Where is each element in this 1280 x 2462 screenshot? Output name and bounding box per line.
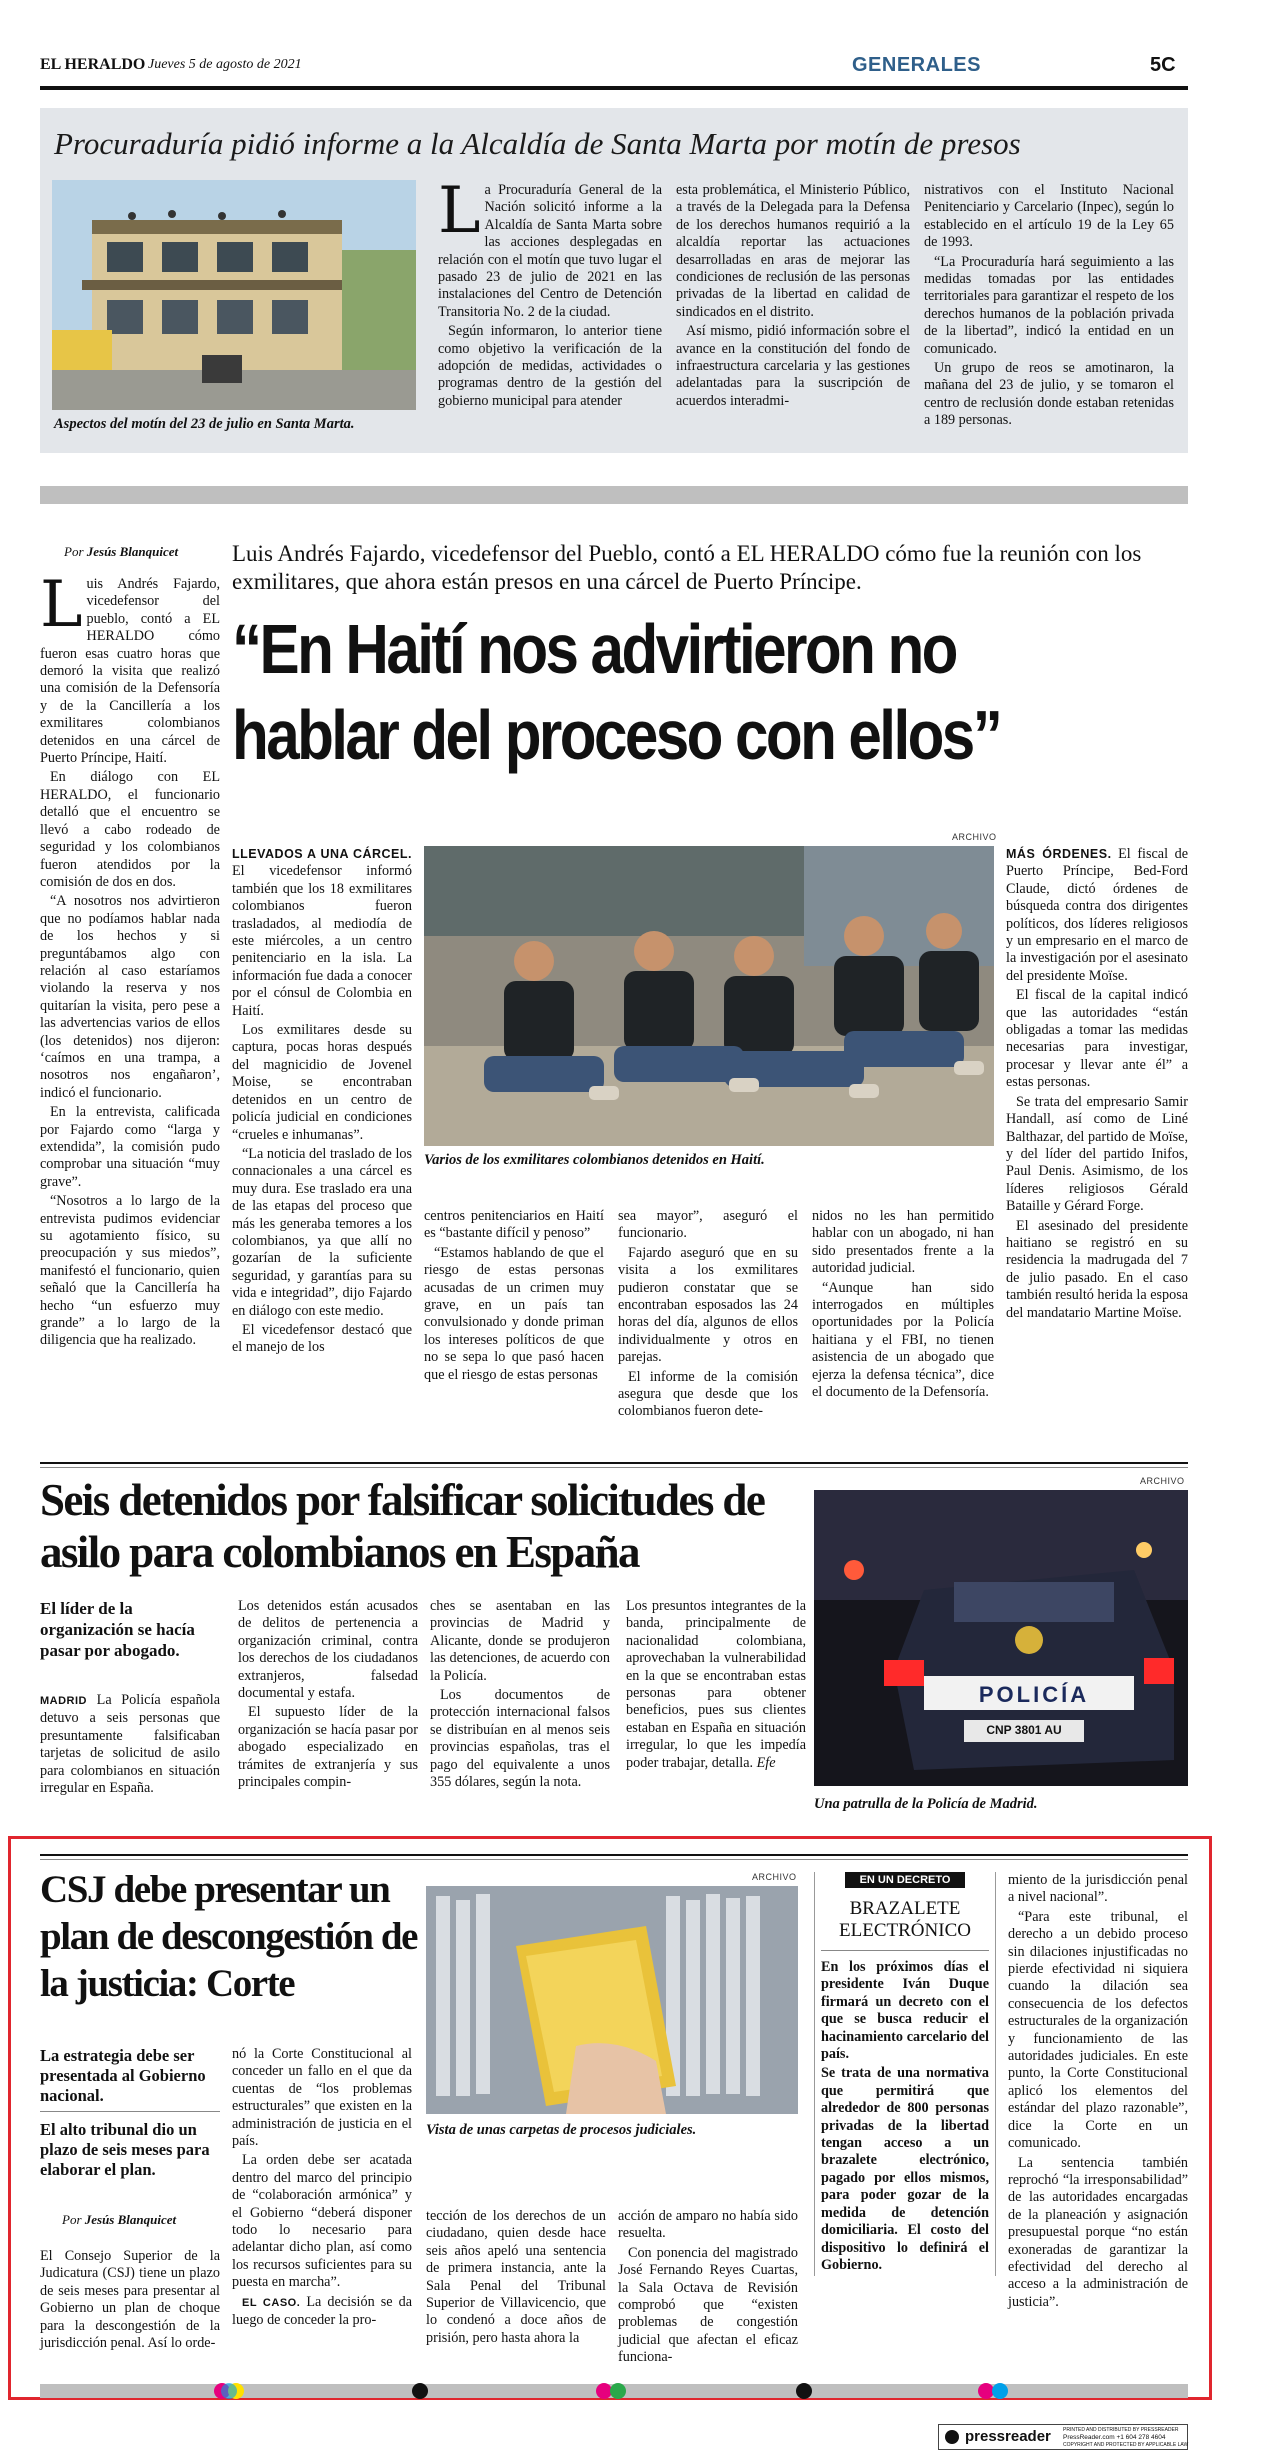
photo-caption: Vista de unas carpetas de procesos judiciales. [426,2122,697,2138]
page-number: 5C [1150,54,1176,76]
text: La Policía española detuvo a seis personas que presuntamente falsificaban tarjetas de solicitud de asilo para colombianos en situación irregular en España. [40,1692,220,1797]
byline-prefix: Por [62,2212,82,2227]
section-divider-bar [40,486,1188,504]
haiti-col-4 [618,1208,798,1423]
article-col-2 [676,182,910,412]
pressreader-line-3: COPYRIGHT AND PROTECTED BY APPLICABLE LAW [1063,2442,1189,2448]
paragraph: El informe de la comisión asegura que desde que los colombianos fueron dete- [618,1368,798,1420]
paragraph: El Consejo Superior de la Judicatura (CSJ) tiene un plazo de seis meses para presentar al Gobierno un plan de choque para la descongestión de la jurisdicción penal. Así lo orde- [40,2248,220,2352]
paragraph: Fajardo aseguró que en su visita a los exmilitares pudieron constatar que se encontraban esposados las 24 horas del día, algunos de ellos individualmente y otros en parejas. [618,1244,798,1366]
paragraph: esta problemática, el Ministerio Público, a través de la Delegada para la Defensa de los derechos humanos requirió a la alcaldía reportar las actuaciones desarrolladas en aras de mejorar las condiciones de reclusión de las personas privadas de la libertad en calidad de sindicados en el distrito. [676,182,910,320]
photo-caption: Una patrulla de la Policía de Madrid. [814,1796,1038,1812]
folders-photo [426,1886,798,2114]
paragraph: “Nosotros a lo largo de la entrevista pudimos evidenciar su agotamiento físico, su preocupación y sus miedos”, manifestó el funcionario, quien señaló que la Cancillería ha hecho “un esfuerzo muy grande” a lo largo de la diligencia que ha realizado. [40,1193,220,1349]
paragraph: Los detenidos están acusados de delitos de pertenencia a organización criminal, contra los derechos de los ciudadanos extranjeros, falsedad documental y estafa. [238,1598,418,1702]
sidebar-decreto [814,1872,996,2276]
paragraph: “La Procuraduría hará seguimiento a las medidas tomadas por las entidades territoriales para garantizar el respeto de los derechos humanos de la población privada de la libertad”, indicó la entidad en un comunicado. [924,253,1174,357]
text: El fiscal de Puerto Príncipe, Bed-Ford Claude, dictó órdenes de búsqueda contra dos dirigentes políticos, dos líderes religiosos y un empresario en el marco de la investigación por el asesinato del presidente Moïse. [1006,846,1188,984]
paragraph: Así mismo, pidió información sobre el avance en la constitución del fondo de infraestructura carcelaria y las gestiones adelantadas para la suscripción de acuerdos interadmi- [676,323,910,409]
article-col-3 [924,182,1174,432]
paper-name: EL HERALDO [40,56,146,73]
summary-1: La estrategia debe ser presentada al Gobierno nacional. [40,2046,206,2105]
section-hairline [40,1859,1188,1860]
photo-credit: ARCHIVO [1140,1476,1185,1486]
paragraph: nó la Corte Constitucional al conceder un fallo en el que da cuentas de “los problemas estructurales” que existen en la administración de justicia en el país. [232,2046,412,2150]
summary-divider [40,2111,220,2112]
issue-date: Jueves 5 de agosto de 2021 [148,57,302,72]
building-illustration [52,180,416,410]
police-car-illustration [814,1490,1188,1786]
dateline: MADRID [40,1695,87,1707]
header-rule [40,86,1188,90]
byline-name: Jesús Blanquicet [84,2212,177,2227]
section-hairline [40,1467,1188,1468]
paragraph: El vicedefensor destacó que el manejo de los [232,1321,412,1356]
detainees-photo [424,846,994,1146]
paragraph [40,1692,220,1797]
story-procuraduria [40,108,1188,453]
paragraph [232,846,412,1020]
paragraph: nistrativos con el Instituto Nacional Penitenciario y Carcelario (Inpec), según lo establecido en el artículo 19 de la Ley 65 de 1993. [924,182,1174,251]
car-sign: POLICÍA [978,1682,1090,1707]
byline-name: Jesús Blanquicet [86,544,179,559]
paragraph: Se trata de una normativa que permitirá que alrededor de 800 personas privadas de la libertad tengan acceso a un brazalete electrónico, pagado por ellos mismos, para poder gozar de la medida de detención domiciliaria. El costo del dispositivo lo definirá el Gobierno. [821,2065,989,2273]
byline [62,2212,176,2228]
kicker: MÁS ÓRDENES. [1006,847,1112,861]
riot-photo [52,180,416,410]
paragraph [1006,846,1188,985]
haiti-col-6 [1006,846,1188,1324]
headline: Procuraduría pidió informe a la Alcaldía de Santa Marta por motín de presos [54,126,1021,161]
haiti-col-3 [424,1208,604,1386]
paragraph: ches se asentaban en las provincias de Madrid y Alicante, donde se produjeron las detenciones, de acuerdo con la Policía. [430,1598,610,1684]
byline-prefix: Por [64,544,84,559]
paragraph: tección de los derechos de un ciudadano, quien desde hace seis años apeló una sentencia de primera instancia, ante la Sala Penal del Tribunal Superior de Villavicencio, que lo condenó a doce años de prisión, pero hasta ahora la [426,2208,606,2346]
paragraph: “A nosotros nos advirtieron que no podíamos hablar nada de los hechos y si preguntábamos algo con relación al caso estaríamos violando la reserva y nos quitarían la visita, pero pese a las advertencias varios de ellos (los detenidos) nos dijeron: ‘caímos en una trampa, a nosotros nos engañaron’, indicó el funcionario. [40,893,220,1101]
paragraph: “Aunque han sido interrogados en múltiples oportunidades por la Policía haitiana y el FBI, no tienen asistencia de un abogado que ejerza la defensa técnica”, dice el documento de la Defensoría. [812,1279,994,1401]
detainees-illustration [424,846,994,1146]
paragraph [232,2294,412,2330]
sidebar-title: BRAZALETE ELECTRÓNICO [839,1898,971,1941]
byline [64,544,178,560]
paragraph: Se trata del empresario Samir Handall, así como de Liné Balthazar, del partido de Moïse, y del líder del partido Inifos, Paul Denis. Asimismo, de los líderes religiosos Gérald Bataille y Gérard Forge. [1006,1093,1188,1215]
paragraph: En diálogo con EL HERALDO, el funcionario detalló que el encuentro se llevó a cabo rodeado de seguridad y los colombianos fueron atendidos por la comisión de dos en dos. [40,769,220,890]
kicker: LLEVADOS A UNA CÁRCEL. [232,847,412,861]
article-col-1 [438,174,662,412]
paragraph: El fiscal de la capital indicó que las autoridades “están obligadas a tomar las medidas necesarias para investigar, procesar y llevar ante él” a estas personas. [1006,987,1188,1091]
paragraph: Un grupo de reos se amotinaron, la mañana del 23 de julio, y se tomaron el centro de reclusión donde estaban retenidas a 189 personas. [924,360,1174,429]
csj-col-4 [618,2208,798,2369]
paragraph: “La noticia del traslado de los connacionales a una cárcel es muy dura. Ese traslado era una de las etapas del proceso que más les generaba temores a los colombianos, ya que allí no gozarían de la suficiente seguridad, y garantías para su vida e integridad”, dijo Fajardo en diálogo con este medio. [232,1145,412,1319]
registration-marks [0,2380,1280,2402]
paragraph: Según informaron, lo anterior tiene como objetivo la verificación de la adopción de medidas, actividades o programas dentro de la gestión del gobierno municipal para atender [438,323,662,409]
paragraph: “Para este tribunal, el derecho a un debido proceso sin dilaciones injustificadas no pierde efectividad ni siquiera cuando la dilación sea consecuencia de los defectos estructurales de la organización y funcionamiento de las autoridades judiciales. En este punto, la Corte Constitucional aplicó los elementos del estándar del plazo razonable”, dice la Corte en un comunicado. [1008,1908,1188,2152]
photo-caption: Aspectos del motín del 23 de julio en Santa Marta. [54,416,355,432]
headline: “En Haití nos advirtieron no hablar del proceso con ellos” [232,610,1001,774]
csj-col-2 [232,2046,412,2332]
pressreader-badge [938,2424,1188,2450]
csj-col-3 [426,2208,606,2349]
haiti-col-1 [40,568,220,1352]
csj-col-6 [1008,1872,1188,2313]
asilo-col-3 [430,1598,610,1793]
paragraph [626,1598,806,1772]
paragraph: La sentencia también reprochó “la irresponsabilidad” de las autoridades encargadas de la planeación y asignación presupuestal porque “no están exoneradas de garantizar la efectividad del derecho al acceso a la administración de justicia”. [1008,2154,1188,2310]
haiti-col-5 [812,1208,994,1403]
kicker: EL CASO. [242,2296,301,2309]
paragraph: miento de la jurisdicción penal a nivel nacional”. [1008,1872,1188,1906]
asilo-col-4 [626,1598,806,1774]
police-car-photo [814,1490,1188,1786]
sidebar-divider [821,1950,989,1951]
pressreader-brand: pressreader [965,2428,1051,2445]
summary-2: El alto tribunal dio un plazo de seis meses para elaborar el plan. [40,2120,210,2179]
section-name: GENERALES [852,54,981,76]
paragraph: La orden debe ser acatada dentro del marco del principio de “colaboración armónica” y el Gobierno “deberá disponer todo lo necesario para adelantar dicho plan, así como los recursos suficientes para su puesta en marcha”. [232,2152,412,2291]
paragraph: nidos no les han permitido hablar con un abogado, ni han sido presentados frente a la autoridad judicial. [812,1208,994,1277]
agency-sign: Efe [756,1754,776,1771]
paragraph: centros penitenciarios en Haití es “bastante difícil y penoso” [424,1208,604,1242]
photo-credit: ARCHIVO [752,1872,797,1882]
section-rule [40,1462,1188,1464]
paragraph: acción de amparo no había sido resuelta. [618,2208,798,2242]
asilo-col-2 [238,1598,418,1793]
car-plate: CNP 3801 AU [986,1723,1062,1737]
deck: Luis Andrés Fajardo, vicedefensor del Pueblo, contó a EL HERALDO cómo fue la reunión con los exmilitares, que ahora están presos en una cárcel de Puerto Príncipe. [232,541,1142,594]
headline: CSJ debe presentar un plan de descongestión de la justicia: Corte [40,1868,418,2005]
paragraph: En los próximos días el presidente Iván Duque firmará un decreto con el que se busca reducir el hacinamiento carcelario del país. [821,1959,989,2063]
text: El vicedefensor informó también que los 18 exmilitares colombianos fueron trasladados, al mediodía de este miércoles, a un centro penitenciario en la isla. La información fue dada a conocer por el cónsul de Colombia en Haití. [232,863,412,1019]
paragraph: Los exmilitares desde su captura, pocas horas después del magnicidio de Jovenel Moise, se encontraban detenidos en un centro de policía judicial en condiciones “crueles e inhumanas”. [232,1022,412,1143]
section-rule [40,1854,1188,1856]
paragraph: Luis Andrés Fajardo, vicedefensor del pueblo, contó a EL HERALDO cómo fueron esas cuatro horas que demoró la visita que realizó una comisión de la Defensoría y de la Cancillería a los exmilitares colombianos detenidos en una cárcel de Puerto Príncipe, Haití. [40,568,220,767]
pressreader-icon [945,2430,959,2444]
pressreader-line-1: PRINTED AND DISTRIBUTED BY PRESSREADER [1063,2427,1179,2433]
text: La decisión se da luego de conceder la pro- [232,2293,413,2329]
folders-illustration [426,1886,798,2114]
photo-credit: ARCHIVO [952,832,997,842]
paragraph: La Procuraduría General de la Nación solicitó informe a la Alcaldía de Santa Marta sobre las acciones desplegadas en relación con el motín que tuvo lugar el pasado 23 de julio de 2021 en las instalaciones del Centro de Detención Transitoria No. 2 de la ciudad. [438,174,662,320]
headline: Seis detenidos por falsificar solicitudes de asilo para colombianos en España [40,1475,765,1577]
paragraph: Con ponencia del magistrado José Fernando Reyes Cuartas, la Sala Octava de Revisión comprobó que “existen problemas de congestión judicial que afectan el eficaz funciona- [618,2244,798,2366]
asilo-col-1 [40,1692,220,1799]
summary: El líder de la organización se hacía pasar por abogado. [40,1599,195,1660]
text: Los presuntos integrantes de la banda, principalmente de nacionalidad colombiana, aprovechaban la vulnerabilidad en la que se encontraban estas personas para obtener beneficios, pues sus clientes estaban en España en situación irregular, lo que les impedía poder trabajar, detalla. [626,1598,806,1771]
pressreader-line-2: PressReader.com +1 604 278 4604 [1063,2434,1166,2441]
paragraph: En la entrevista, calificada por Fajardo como “larga y extendida”, la comisión pudo comprobar una situación “muy grave”. [40,1104,220,1190]
page-header [40,52,1188,80]
haiti-col-2 [232,846,412,1359]
sidebar-tag: EN UN DECRETO [845,1872,965,1888]
photo-caption: Varios de los exmilitares colombianos detenidos en Haití. [424,1152,765,1168]
paragraph: El supuesto líder de la organización se hacía pasar por abogado especializado en trámites de extranjería y sus principales compin- [238,1704,418,1791]
csj-col-1 [40,2248,220,2354]
paragraph: “Estamos hablando de que el riesgo de estas personas acusadas de un crimen muy grave, en un país tan convulsionado y donde priman los intereses políticos de que no se sepa lo que pasó hacen que el riesgo de estas personas [424,1244,604,1383]
paragraph: El asesinado del presidente haitiano se registró en su residencia la madrugada del 7 de julio pasado. En el caso también resultó herida la esposa del mandatario Martine Moïse. [1006,1217,1189,1321]
paragraph: sea mayor”, aseguró el funcionario. [618,1208,798,1242]
paragraph: Los documentos de protección internacional falsos se distribuían en al menos seis provincias españolas, tras el pago del equivalente a unos 355 dólares, según la nota. [430,1687,610,1791]
sidebar-body [821,1959,989,2274]
